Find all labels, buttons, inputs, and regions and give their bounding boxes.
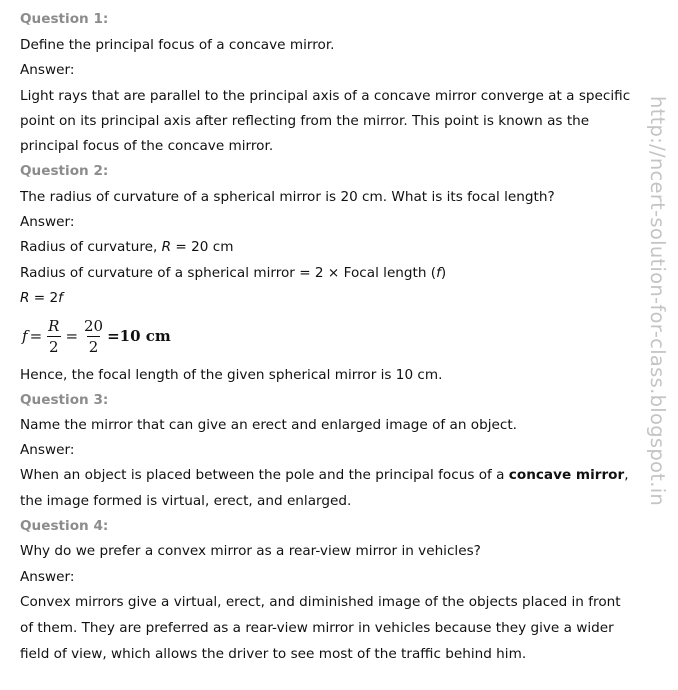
- formula-result: =10 cm: [107, 327, 171, 345]
- fraction-numerator: R: [48, 316, 60, 335]
- formula-lhs: f: [22, 327, 28, 345]
- fraction-denominator: 2: [88, 337, 99, 356]
- question-2-label: Question 2:: [20, 163, 109, 179]
- formula-equals-2: =: [65, 327, 79, 345]
- question-3-text: Name the mirror that can give an erect and enlarged image of an object.: [20, 417, 517, 433]
- watermark-text: http://ncert-solution-for-class.blogspot.in: [646, 96, 669, 507]
- answer-3-label: Answer:: [20, 442, 75, 458]
- question-2-text: The radius of curvature of a spherical mirror is 20 cm. What is its focal length?: [20, 189, 555, 205]
- answer-2-conclusion: Hence, the focal length of the given spherical mirror is 10 cm.: [20, 367, 443, 383]
- answer-2-label: Answer:: [20, 214, 75, 230]
- focal-length-formula: [22, 314, 171, 358]
- question-1-label: Question 1:: [20, 11, 109, 27]
- answer-2-radius-line: Radius of curvature, R = 20 cm: [20, 239, 234, 255]
- answer-3-line-2: the image formed is virtual, erect, and enlarged.: [20, 493, 352, 509]
- answer-4-line-2: of them. They are preferred as a rear-view mirror in vehicles because they give a wider: [20, 620, 614, 636]
- formula-equals-1: =: [29, 327, 43, 345]
- answer-2-equation-line: R = 2f: [20, 290, 63, 306]
- watermark: [646, 96, 670, 594]
- formula-fraction-20-over-2: [82, 317, 105, 356]
- fraction-denominator: 2: [49, 337, 59, 356]
- answer-1-line-3: principal focus of the concave mirror.: [20, 138, 274, 154]
- answer-4-line-3: field of view, which allows the driver to see most of the traffic behind him.: [20, 646, 527, 662]
- answer-1-line-1: Light rays that are parallel to the principal axis of a concave mirror converge at a specific: [20, 88, 631, 104]
- answer-1-label: Answer:: [20, 62, 75, 78]
- answer-4-label: Answer:: [20, 569, 75, 585]
- formula-fraction-r-over-2: [46, 317, 61, 356]
- question-4-text: Why do we prefer a convex mirror as a rear-view mirror in vehicles?: [20, 543, 481, 559]
- question-1-text: Define the principal focus of a concave mirror.: [20, 37, 335, 53]
- answer-2-relation-line: Radius of curvature of a spherical mirror = 2 × Focal length (f): [20, 265, 447, 281]
- question-4-label: Question 4:: [20, 518, 109, 534]
- answer-4-line-1: Convex mirrors give a virtual, erect, and diminished image of the objects placed in front: [20, 594, 621, 610]
- answer-3-line-1: When an object is placed between the pole and the principal focus of a concave mirror,: [20, 467, 629, 483]
- question-3-label: Question 3:: [20, 392, 109, 408]
- answer-1-line-2: point on its principal axis after reflecting from the mirror. This point is known as the: [20, 113, 590, 129]
- fraction-numerator: 20: [84, 316, 104, 335]
